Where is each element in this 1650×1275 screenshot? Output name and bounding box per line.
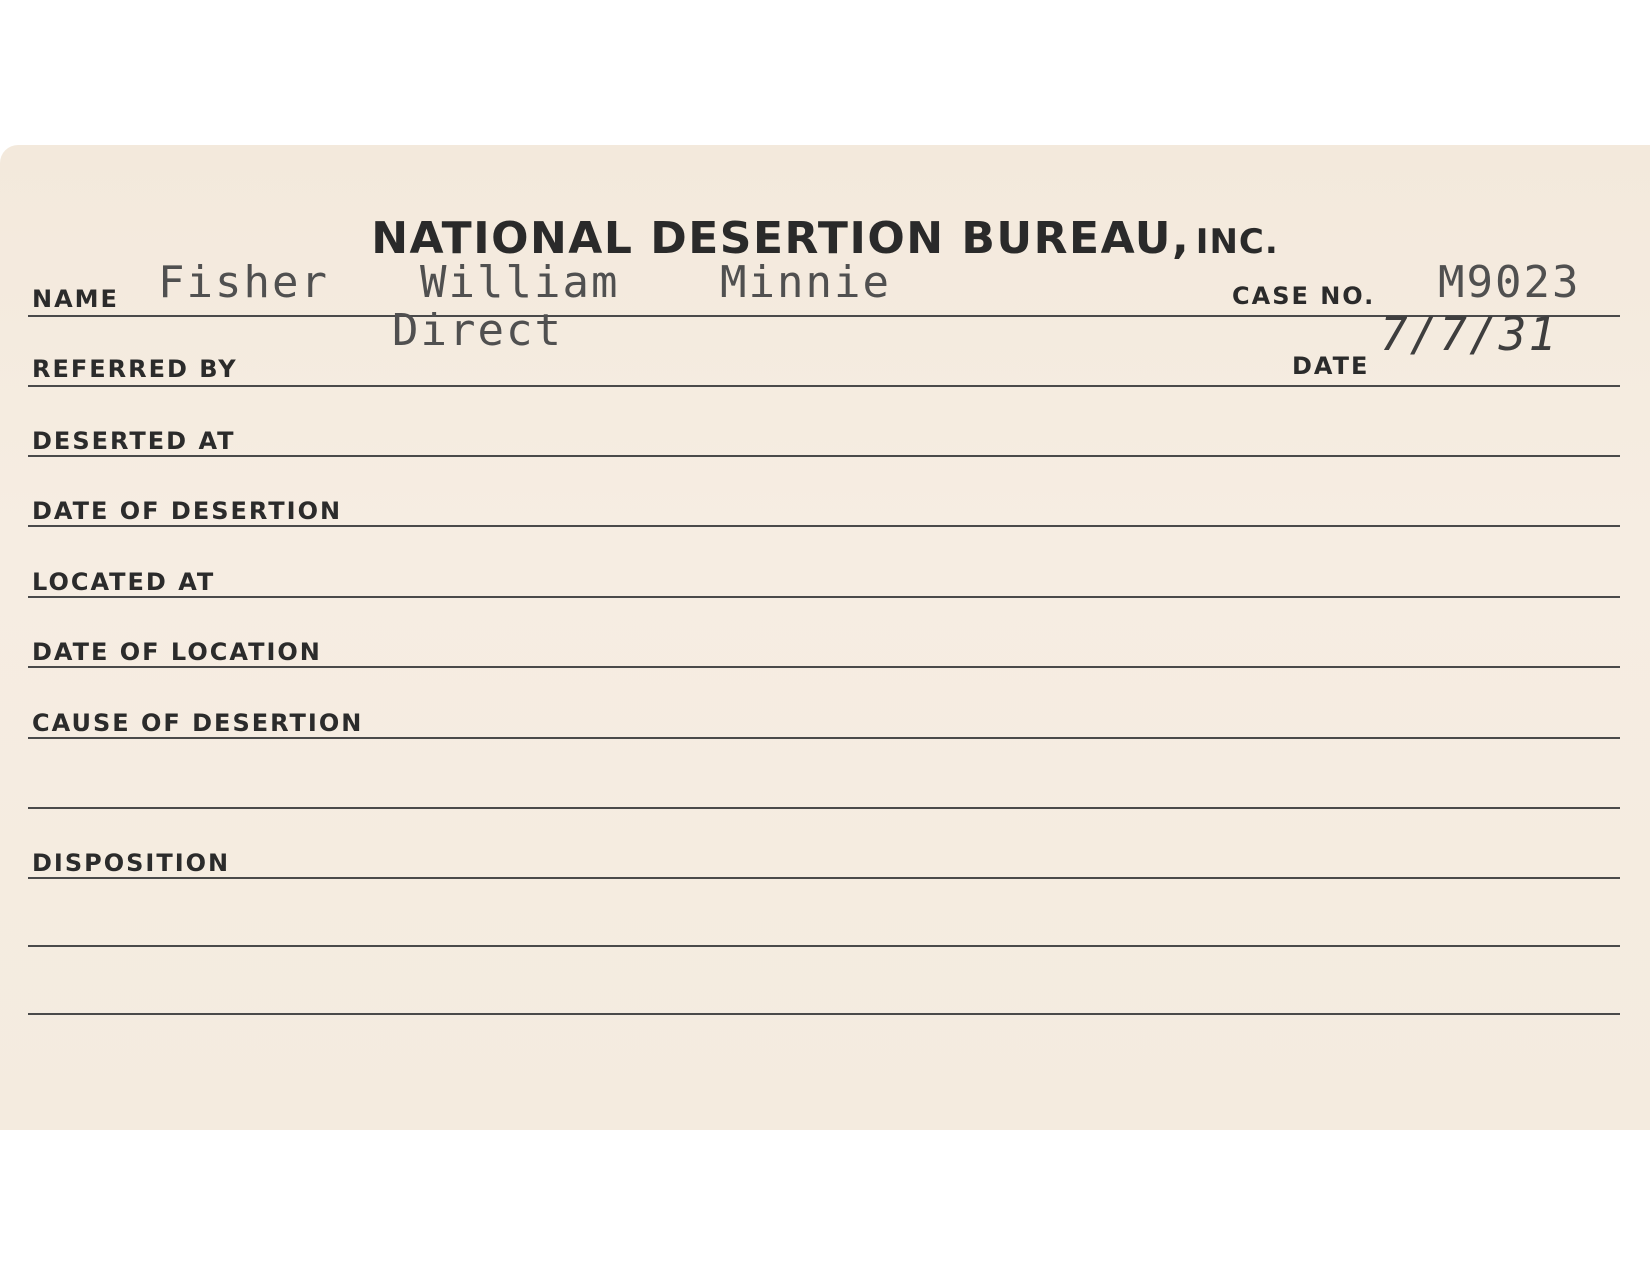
located-at-line (28, 596, 1620, 598)
cause-of-desertion-label: CAUSE OF DESERTION (32, 709, 364, 737)
date-of-location-label: DATE OF LOCATION (32, 638, 322, 666)
index-card (0, 145, 1650, 1130)
referred-by-label: REFERRED BY (32, 355, 238, 383)
referred-by-line (28, 385, 1620, 387)
name-entry-first: William (420, 257, 620, 308)
name-entry-surname: Fisher (158, 257, 329, 308)
date-of-desertion-label: DATE OF DESERTION (32, 497, 343, 525)
deserted-at-label: DESERTED AT (32, 427, 236, 455)
date-of-location-line (28, 666, 1620, 668)
name-label: NAME (32, 285, 119, 313)
disposition-label: DISPOSITION (32, 849, 231, 877)
located-at-label: LOCATED AT (32, 568, 216, 596)
disposition-line-3 (28, 1013, 1620, 1015)
disposition-line-2 (28, 945, 1620, 947)
referred-by-entry: Direct (392, 305, 563, 356)
case-no-label: CASE NO. (1232, 282, 1376, 310)
date-of-desertion-line (28, 525, 1620, 527)
card-title-main: NATIONAL DESERTION BUREAU, (371, 213, 1191, 264)
cause-of-desertion-line-2 (28, 807, 1620, 809)
name-entry-spouse: Minnie (720, 257, 891, 308)
case-no-entry: M9023 (1438, 257, 1581, 308)
date-label: DATE (1292, 352, 1370, 380)
cause-of-desertion-line (28, 737, 1620, 739)
date-entry: 7/7/31 (1380, 307, 1559, 361)
card-title-suffix: INC. (1195, 222, 1279, 262)
deserted-at-line (28, 455, 1620, 457)
disposition-line (28, 877, 1620, 879)
